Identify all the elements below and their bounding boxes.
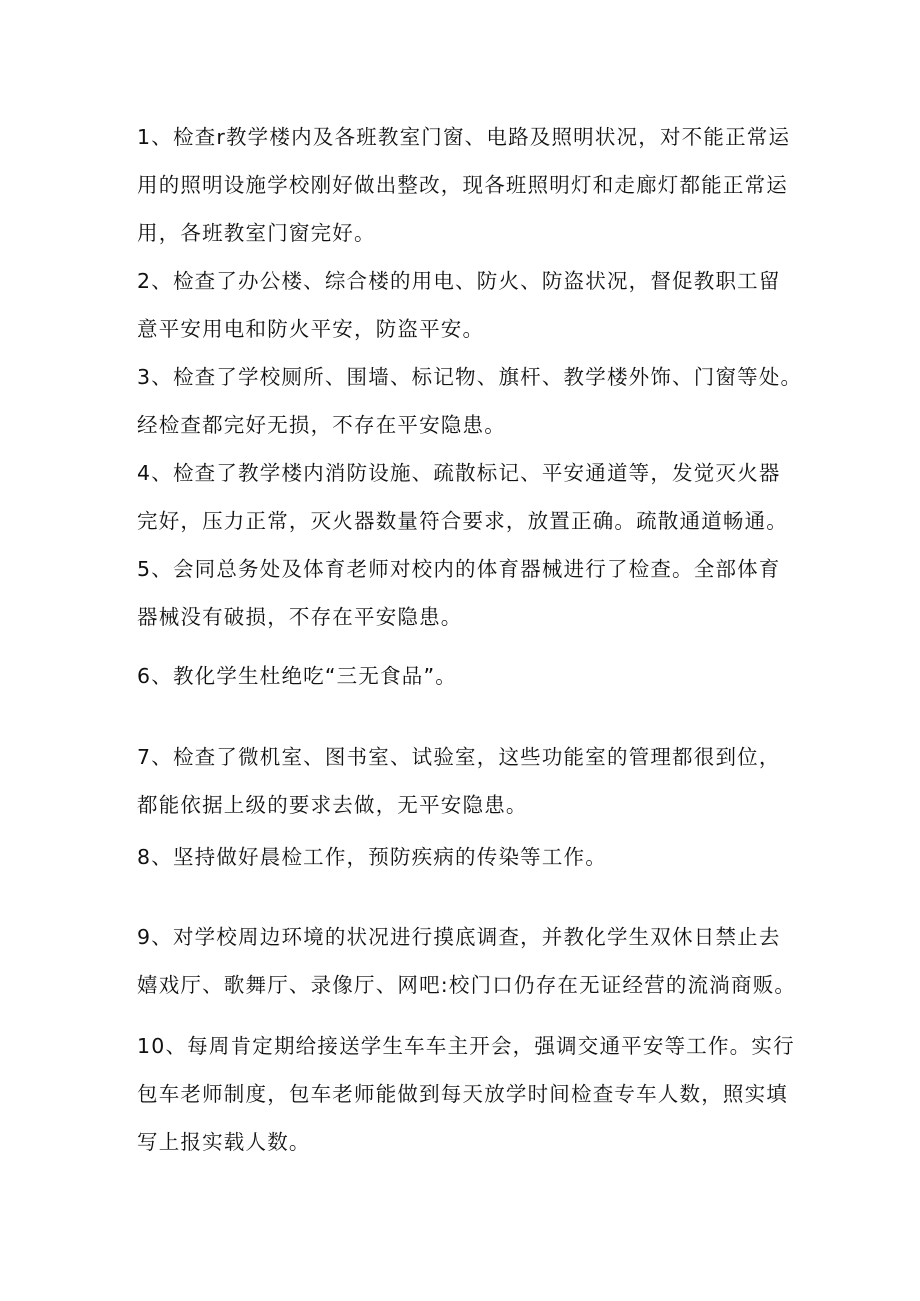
text-line: 3、检查了学校厕所、围墙、标记物、旗杆、教学楼外饰、门窗等处。 — [137, 365, 803, 389]
text-line: 器械没有破损，不存在平安隐患。 — [137, 605, 463, 629]
text-line: 5、会同总务处及体育老师对校内的体育器械进行了检查。全部体育 — [137, 557, 781, 581]
list-item-2 — [137, 257, 797, 353]
text-line: 2、检查了办公楼、综合楼的用电、防火、防盗状况，督促教职工留 — [137, 269, 781, 293]
text-line: 4、检查了教学楼内消防设施、疏散标记、平安通道等，发觉灭火器 — [137, 461, 781, 485]
text-line: 意平安用电和防火平安，防盗平安。 — [137, 317, 485, 341]
text-line: 用，各班教室门窗完好。 — [137, 221, 376, 245]
text-line: 8、坚持做好晨检工作，预防疾病的传染等工作。 — [137, 845, 607, 869]
text-line: 完好，压力正常，灭火器数量符合要求，放置正确。疏散通道畅通。 — [137, 509, 788, 533]
text-line: 都能依据上级的要求去做，无平安隐患。 — [137, 793, 528, 817]
list-item-7 — [137, 733, 797, 829]
text-line: 10、每周肯定期给接送学生车车主开会，强调交通平安等工作。实行 — [137, 1034, 795, 1058]
text-line: 写上报实载人数。 — [137, 1130, 311, 1154]
text-line: 9、对学校周边环境的状况进行摸底调查，并教化学生双休日禁止去 — [137, 925, 781, 949]
text-line: 用的照明设施学校刚好做出整改，现各班照明灯和走廊灯都能正常运 — [137, 173, 788, 197]
list-item-8 — [137, 833, 797, 881]
text-line: 经检查都完好无损，不存在平安隐患。 — [137, 413, 506, 437]
text-line: 包车老师制度，包车老师能做到每天放学时间检查专车人数，照实填 — [137, 1082, 788, 1106]
list-item-10 — [137, 1022, 797, 1166]
list-item-3 — [137, 353, 803, 449]
text-line: 嬉戏厅、歌舞厅、录像厅、网吧:校门口仍存在无证经营的流淌商贩。 — [137, 973, 797, 997]
list-item-5 — [137, 545, 797, 641]
list-item-6 — [137, 652, 797, 700]
text-line: 1、检查r教学楼内及各班教室门窗、电路及照明状况，对不能正常运 — [137, 125, 791, 149]
text-line: 7、检查了微机室、图书室、试验室，这些功能室的管理都很到位， — [137, 745, 781, 769]
list-item-4 — [137, 449, 797, 545]
list-item-1 — [137, 113, 797, 257]
text-line: 6、教化学生杜绝吃“三无食品”。 — [137, 664, 457, 688]
list-item-9 — [137, 913, 797, 1009]
